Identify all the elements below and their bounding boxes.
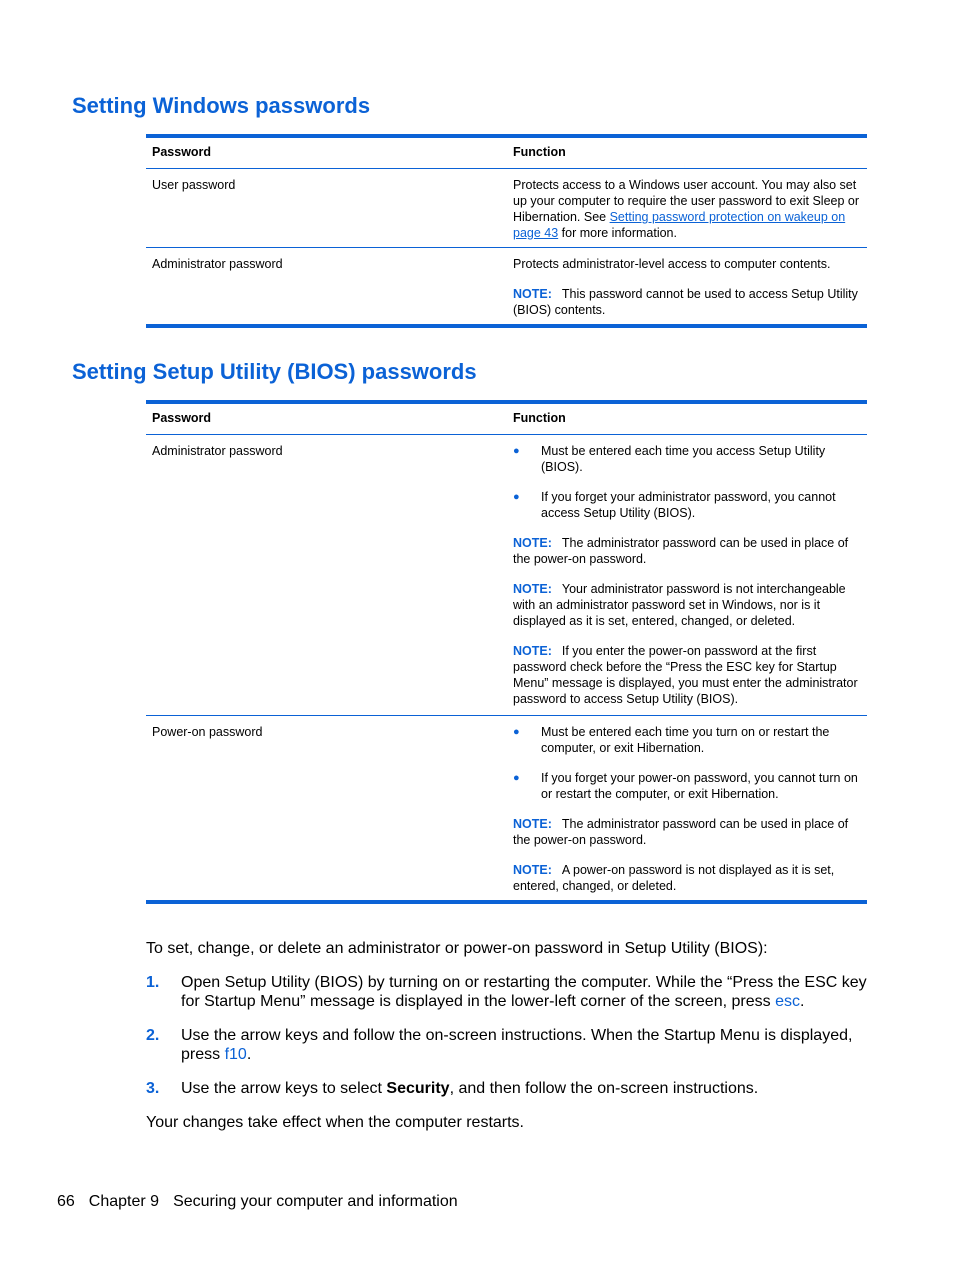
step-number: 3. bbox=[146, 1080, 160, 1097]
heading-windows-passwords: Setting Windows passwords bbox=[72, 93, 371, 118]
note-text: A power-on password is not displayed as it is set, entered, changed, or deleted. bbox=[513, 863, 835, 893]
table-row bbox=[146, 716, 867, 900]
row-password-name: User password bbox=[152, 178, 236, 192]
step-number: 1. bbox=[146, 974, 160, 991]
note bbox=[513, 581, 861, 629]
step-text-part: Use the arrow keys and follow the on-screen instructions. When the Startup Menu is displayed, press bbox=[181, 1027, 853, 1063]
table-row bbox=[146, 169, 867, 248]
row-password-name: Power-on password bbox=[152, 725, 263, 739]
instructions-intro: To set, change, or delete an administrator or power-on password in Setup Utility (BIOS): bbox=[146, 940, 768, 957]
bullet-text: Must be entered each time you turn on or restart the computer, or exit Hibernation. bbox=[541, 725, 830, 755]
bullet-icon: ● bbox=[513, 491, 520, 503]
step-item bbox=[146, 1079, 867, 1098]
key-esc: esc bbox=[775, 993, 800, 1010]
note-text: If you enter the power-on password at the first password check before the “Press the ESC key for Startup Menu” message is displayed, you must enter the administrator password to access Setup Utility (BIOS). bbox=[513, 644, 858, 706]
bullet-icon: ● bbox=[513, 772, 520, 784]
header-function: Function bbox=[513, 145, 566, 159]
step-text-part: , and then follow the on-screen instructions. bbox=[449, 1080, 759, 1097]
table-header-row bbox=[146, 138, 867, 169]
note-label: NOTE: bbox=[513, 863, 552, 877]
step-text bbox=[181, 973, 867, 1011]
step-text bbox=[181, 1079, 758, 1098]
note-text: The administrator password can be used in place of the power-on password. bbox=[513, 817, 849, 847]
header-function: Function bbox=[513, 411, 566, 425]
note bbox=[513, 286, 861, 318]
bullet-item bbox=[513, 489, 861, 521]
desc-text: Protects access to a Windows user account. You may also set up your computer to require the user password to exit Sleep or Hibernation. See bbox=[513, 178, 860, 224]
table-header-row bbox=[146, 404, 867, 435]
page-footer bbox=[57, 1192, 472, 1211]
row-password-name: Administrator password bbox=[152, 257, 283, 271]
step-text-part: . bbox=[246, 1046, 252, 1063]
bullet-item bbox=[513, 770, 861, 802]
note bbox=[513, 643, 861, 707]
note bbox=[513, 862, 861, 894]
table-row bbox=[146, 248, 867, 324]
bullet-item bbox=[513, 724, 861, 756]
bullet-text: Must be entered each time you access Setup Utility (BIOS). bbox=[541, 444, 826, 474]
table-bottom-rule bbox=[146, 900, 867, 904]
step-number: 2. bbox=[146, 1027, 160, 1044]
header-password: Password bbox=[152, 411, 212, 425]
step-text-part: Use the arrow keys to select bbox=[181, 1080, 387, 1097]
key-f10: f10 bbox=[224, 1046, 247, 1063]
note-label: NOTE: bbox=[513, 644, 552, 658]
security-term: Security bbox=[386, 1080, 450, 1097]
bullet-item bbox=[513, 443, 861, 475]
bullet-icon: ● bbox=[513, 726, 520, 738]
page-number: 66 bbox=[57, 1193, 75, 1210]
windows-passwords-table bbox=[146, 134, 867, 328]
note bbox=[513, 816, 861, 848]
note-label: NOTE: bbox=[513, 817, 552, 831]
step-text-part: . bbox=[799, 993, 805, 1010]
heading-bios-passwords: Setting Setup Utility (BIOS) passwords bbox=[72, 359, 477, 384]
row-function bbox=[507, 248, 867, 324]
chapter-title: Securing your computer and information bbox=[173, 1193, 458, 1210]
note bbox=[513, 535, 861, 567]
row-function bbox=[507, 169, 867, 247]
bullet-text: If you forget your administrator password, you cannot access Setup Utility (BIOS). bbox=[541, 490, 836, 520]
row-function bbox=[507, 716, 867, 900]
step-item bbox=[146, 973, 867, 1011]
note-text: This password cannot be used to access Setup Utility (BIOS) contents. bbox=[513, 287, 858, 317]
bullet-text: If you forget your power-on password, you cannot turn on or restart the computer, or exit Hibernation. bbox=[541, 771, 858, 801]
note-text: The administrator password can be used in place of the power-on password. bbox=[513, 536, 849, 566]
step-text bbox=[181, 1026, 867, 1064]
bios-passwords-table bbox=[146, 400, 867, 904]
step-text-part: Open Setup Utility (BIOS) by turning on or restarting the computer. While the “Press the ESC key for Startup Menu” message is displayed in the lower-left corner of the screen, press bbox=[181, 974, 867, 1010]
chapter-label: Chapter 9 bbox=[88, 1193, 160, 1210]
instructions-outro: Your changes take effect when the computer restarts. bbox=[146, 1114, 524, 1131]
step-item bbox=[146, 1026, 867, 1064]
bullet-icon: ● bbox=[513, 445, 520, 457]
note-label: NOTE: bbox=[513, 536, 552, 550]
header-password: Password bbox=[152, 145, 212, 159]
note-text: Your administrator password is not interchangeable with an administrator password set in Windows, nor is it displayed as it is set, entered, changed, or deleted. bbox=[513, 582, 846, 628]
desc-text: for more information. bbox=[558, 226, 677, 240]
desc-text: Protects administrator-level access to computer contents. bbox=[513, 257, 831, 271]
row-function bbox=[507, 435, 867, 715]
table-row bbox=[146, 435, 867, 716]
note-label: NOTE: bbox=[513, 287, 552, 301]
wakeup-password-link[interactable]: Setting password protection on wakeup on page 43 bbox=[513, 210, 846, 240]
note-label: NOTE: bbox=[513, 582, 552, 596]
table-bottom-rule bbox=[146, 324, 867, 328]
row-password-name: Administrator password bbox=[152, 444, 283, 458]
